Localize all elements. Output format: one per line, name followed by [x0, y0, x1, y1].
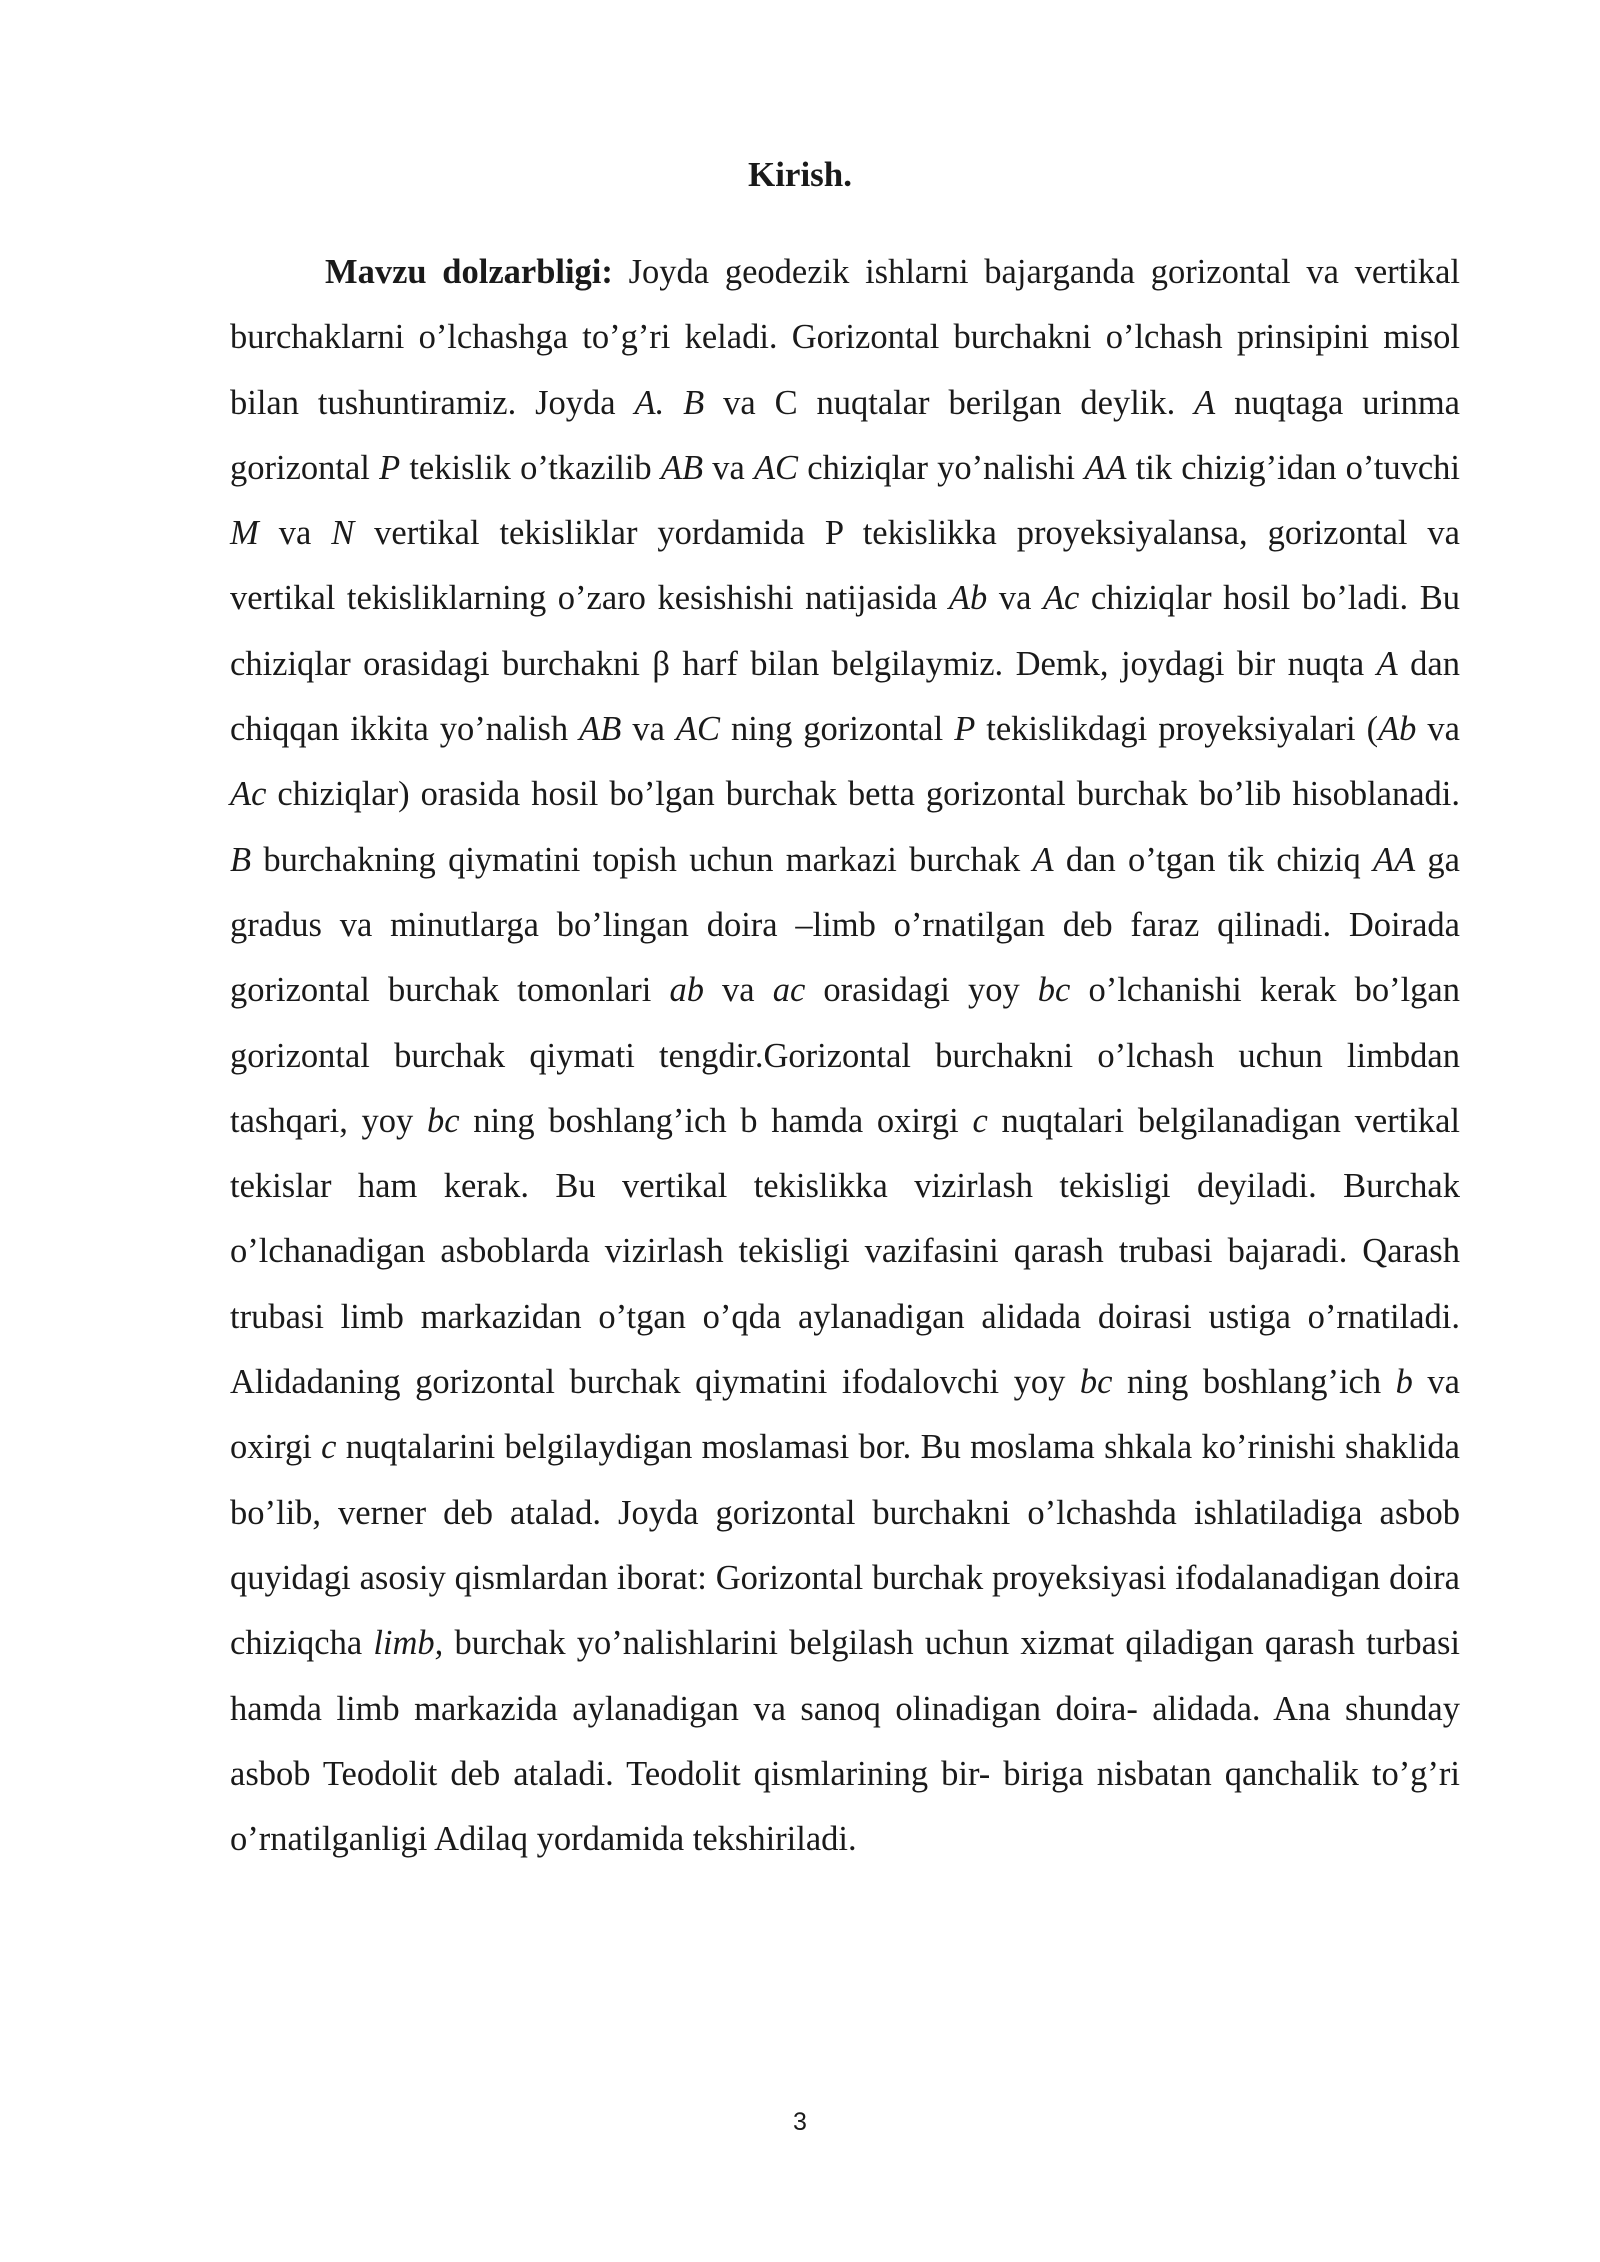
text-run: va C nuqtalar berilgan deylik.	[704, 383, 1195, 422]
text-run: ning boshlang’ich b hamda oxirgi	[459, 1101, 973, 1140]
italic-symbol: AB	[660, 448, 704, 487]
text-run: o’lchanishi kerak bo’lgan gorizontal burchak qiymati tengdir.Gorizontal burchakni o’lchash uchun limbdan tashqari, yoy	[230, 971, 1460, 1140]
text-run: dan chiqqan ikkita yo’nalish	[230, 644, 1460, 749]
italic-symbol: limb,	[373, 1624, 444, 1663]
text-run: tekislikdagi proyeksiyalari (	[975, 710, 1379, 749]
text-run: ning boshlang’ich	[1112, 1363, 1396, 1402]
text-run: vertikal tekisliklar yordamida P tekislikka proyeksiyalansa, gorizontal va vertikal tekisliklarning o’zaro kesishishi natijasida	[230, 514, 1460, 618]
italic-symbol: Ac	[230, 775, 267, 814]
italic-symbol: P	[379, 448, 401, 487]
text-run: va	[703, 448, 754, 487]
text-run: ga gradus va minutlarga bo’lingan doira –limb o’rnatilgan deb faraz qilinadi. Doirada gorizontal burchak tomonlari	[230, 840, 1460, 1010]
text-run: burchakning qiymatini topish uchun markazi burchak	[251, 840, 1033, 879]
italic-symbol: A	[1032, 840, 1054, 879]
text-run: dan o’tgan tik chiziq	[1053, 840, 1373, 879]
italic-symbol: b	[1395, 1363, 1413, 1402]
text-run: nuqtaga urinma gorizontal	[230, 383, 1460, 487]
italic-symbol: B	[230, 840, 252, 879]
italic-symbol: M	[230, 514, 259, 553]
text-run: tik chizig’idan o’tuvchi	[1126, 448, 1460, 487]
text-run: va	[987, 579, 1043, 618]
italic-symbol: bc	[1079, 1363, 1113, 1402]
page-title: Kirish.	[747, 155, 853, 194]
text-run: va	[1416, 710, 1460, 749]
text-run: va oxirgi	[230, 1363, 1460, 1467]
italic-symbol: Ab	[948, 579, 988, 618]
italic-symbol: bc	[427, 1101, 460, 1140]
body-paragraph	[230, 240, 1460, 1872]
text-run: va	[621, 710, 676, 749]
text-run: ning gorizontal	[719, 710, 955, 749]
text-run: nuqtalarini belgilaydigan moslamasi bor. Bu moslama shkala ko’rinishi shaklida bo’lib, verner deb atalad. Joyda gorizontal burchakni o’lchashda ishlatiladiga asbob quyidagi asosiy qismlardan iborat: Gorizontal burchak proyeksiyasi ifodalanadigan doira chiziqcha	[230, 1428, 1460, 1663]
italic-symbol: c	[972, 1101, 988, 1140]
italic-symbol: AA	[1373, 840, 1416, 879]
paragraph-text	[230, 253, 1460, 1858]
italic-symbol: bc	[1037, 971, 1071, 1010]
italic-symbol: AB	[579, 710, 622, 749]
italic-symbol: AC	[675, 710, 720, 749]
italic-symbol: A. B	[634, 383, 705, 422]
text-run: va	[703, 971, 773, 1010]
text-run: orasidagi yoy	[805, 971, 1038, 1010]
italic-symbol: A	[1376, 644, 1398, 683]
text-run: chiziqlar hosil bo’ladi. Bu chiziqlar orasidagi burchakni β harf bilan belgilaymiz. Demk, joydagi bir nuqta	[230, 579, 1460, 683]
italic-symbol: AA	[1084, 448, 1127, 487]
italic-symbol: N	[331, 514, 355, 553]
text-run: chiziqlar) orasida hosil bo’lgan burchak betta gorizontal burchak bo’lib hisoblanadi.	[266, 775, 1460, 814]
page-number: 3	[793, 2108, 807, 2136]
text-run: nuqtalari belgilanadigan vertikal tekislar ham kerak. Bu vertikal tekislikka vizirlash tekisligi deyiladi. Burchak o’lchanadigan asboblarda vizirlash tekisligi vazifasini qarash trubasi bajaradi. Qarash trubasi limb markazidan o’tgan o’qda aylanadigan alidada doirasi ustiga o’rnatiladi. Alidadaning gorizontal burchak qiymatini ifodalovchi yoy	[230, 1101, 1460, 1402]
lead-label: Mavzu dolzarbligi:	[325, 253, 613, 291]
text-run: burchak yo’nalishlarini belgilash uchun xizmat qiladigan qarash turbasi hamda limb markazida aylanadigan va sanoq olinadigan doira- alidada. Ana shunday asbob Teodolit deb ataladi. Teodolit qismlarining bir- biriga nisbatan qanchalik to’g’ri o’rnatilganligi Adilaq yordamida tekshiriladi.	[230, 1624, 1461, 1859]
text-run: va	[258, 514, 332, 553]
italic-symbol: AC	[753, 448, 799, 487]
italic-symbol: Ac	[1042, 579, 1080, 618]
italic-symbol: P	[954, 710, 976, 749]
italic-symbol: c	[321, 1428, 337, 1467]
italic-symbol: ab	[669, 971, 704, 1010]
text-run: tekislik o’tkazilib	[400, 448, 661, 487]
italic-symbol: Ab	[1378, 710, 1417, 749]
italic-symbol: ac	[772, 971, 806, 1010]
text-run: chiziqlar yo’nalishi	[798, 448, 1085, 487]
italic-symbol: A	[1194, 383, 1216, 422]
text-run: Joyda geodezik ishlarni bajarganda gorizontal va vertikal burchaklarni o’lchashga to’g’ri keladi. Gorizontal burchakni o’lchash prinsipini misol bilan tushuntiramiz. Joyda	[230, 253, 1460, 422]
